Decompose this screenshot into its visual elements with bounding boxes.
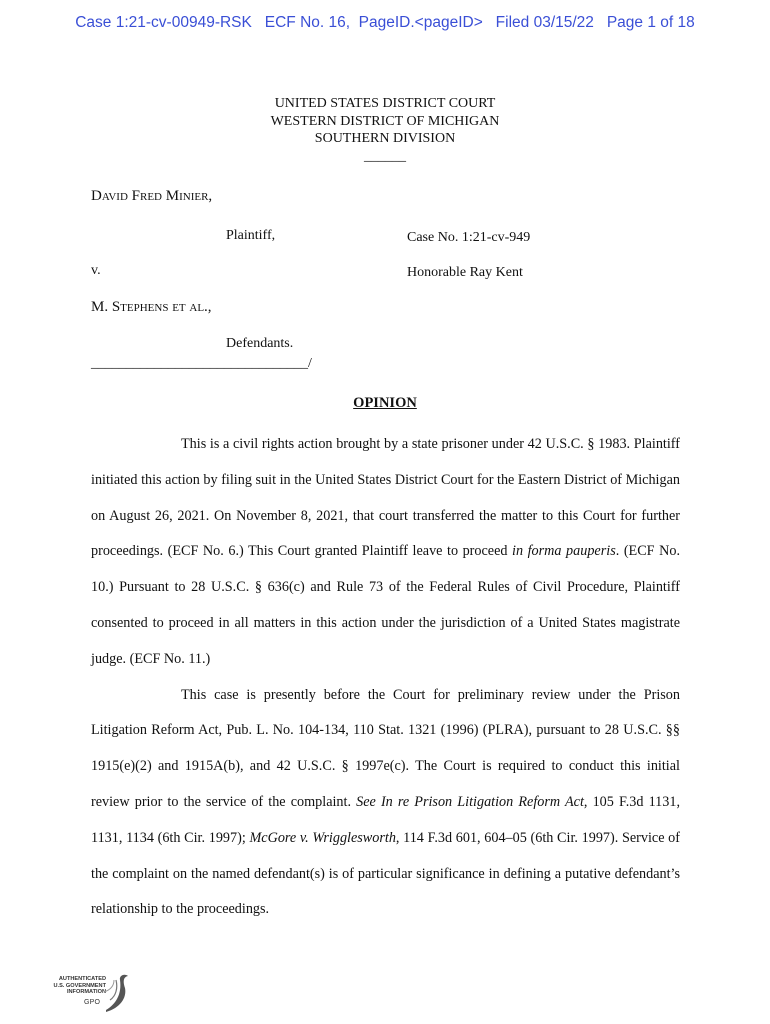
court-line-2: WESTERN DISTRICT OF MICHIGAN — [270, 113, 500, 129]
gpo-authentication-seal — [44, 970, 134, 1016]
seal-line-1: AUTHENTICATED — [58, 976, 106, 982]
paragraph-2 — [91, 678, 680, 929]
paragraph-1 — [91, 427, 680, 678]
paragraph-1-italic-term: in forma pauperis — [512, 543, 616, 560]
versus-label: v. — [91, 263, 101, 278]
defendant-name: M. Stephens et al., — [91, 299, 212, 315]
defendant-role: Defendants. — [226, 336, 294, 351]
paragraph-2-text: This case is presently before the Court for preliminary review under the Prison Litigation Reform Act, Pub. L. No. 104-134, 110 Stat. 1321 (1996) (PLRA), pursuant to 28 U.S.C. §§ 1915(e)(2) and 1915A(b), and 42 U.S.C. § 1997e(c). The Court is required to conduct this initial review prior to the service of the complaint. — [91, 686, 680, 810]
judge-name: Honorable Ray Kent — [407, 265, 523, 280]
case-number: Case No. 1:21-cv-949 — [407, 230, 531, 245]
seal-line-2: U.S. GOVERNMENT — [53, 982, 106, 989]
citation-case-1: See In re Prison Litigation Reform Act — [356, 793, 584, 810]
plaintiff-role: Plaintiff, — [226, 228, 276, 243]
ecf-header-stamp: Case 1:21-cv-00949-RSK ECF No. 16, PageID.<pageID> Filed 03/15/22 Page 1 of 18 — [75, 14, 695, 31]
citation-case-2: McGore v. Wrigglesworth — [249, 829, 396, 846]
seal-agency: GPO — [84, 999, 101, 1006]
plaintiff-name: David Fred Minier, — [91, 188, 213, 204]
seal-text — [44, 976, 106, 996]
eagle-icon — [102, 970, 132, 1016]
opinion-body — [91, 427, 680, 928]
paragraph-2-text-end: , 114 F.3d 601, 604–05 (6th Cir. 1997). Service of the complaint on the named defendant(s) is of particular significance in defining a putative defendant’s relationship to the proceedings. — [91, 829, 680, 918]
court-line-1: UNITED STATES DISTRICT COURT — [274, 96, 496, 111]
seal-line-3: INFORMATION — [66, 989, 106, 996]
document-title: OPINION — [353, 395, 417, 411]
caption-closing-line: _______________________________/ — [91, 356, 312, 371]
court-line-3: SOUTHERN DIVISION — [314, 131, 456, 146]
paragraph-1-text: This is a civil rights action brought by a state prisoner under 42 U.S.C. § 1983. Plaintiff initiated this action by filing suit in the United States District Court for the Eastern District of Michigan on August 26, 2021. On November 8, 2021, that court transferred the matter to this Court for further proceedings. (ECF No. 6.) This Court granted Plaintiff leave to proceed — [91, 436, 680, 560]
court-heading — [0, 95, 770, 165]
paragraph-1-text-end: . (ECF No. 10.) Pursuant to 28 U.S.C. § 636(c) and Rule 73 of the Federal Rules of Civil Procedure, Plaintiff consented to proceed in all matters in this action under the jurisdiction of a United States magistrate judge. (ECF No. 11.) — [91, 543, 680, 667]
paragraph-2-text-mid: , 105 F.3d 1131, 1131, 1134 (6th Cir. 1997); — [91, 793, 680, 846]
court-separator: ______ — [364, 148, 406, 164]
